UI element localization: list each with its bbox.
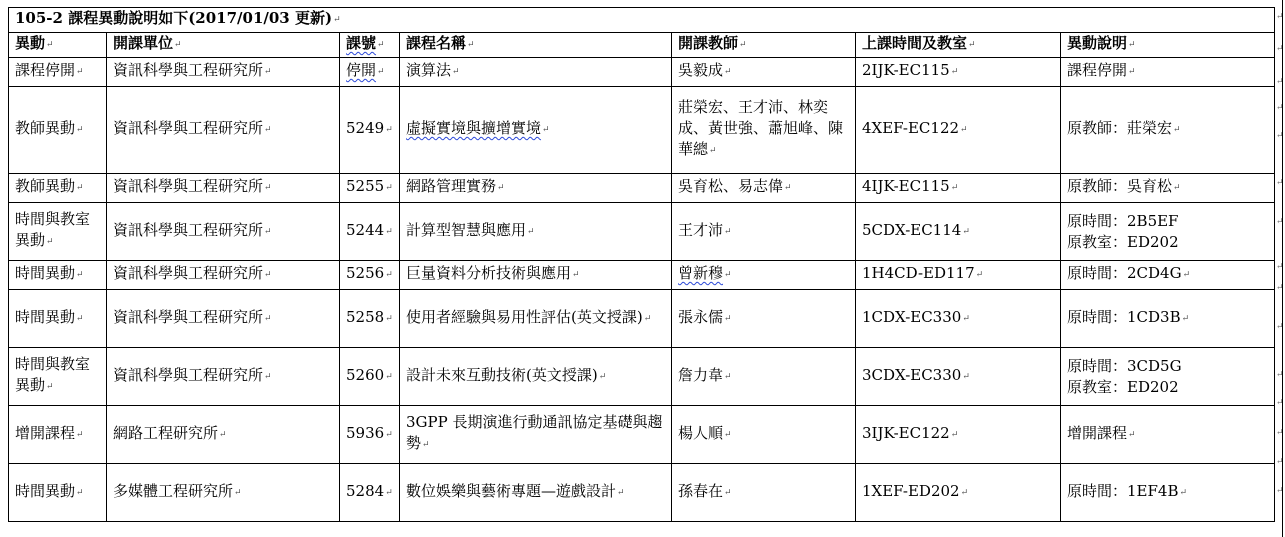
cell-change: 時間異動↵ bbox=[9, 290, 107, 348]
table-row bbox=[9, 58, 1275, 87]
table-row bbox=[9, 406, 1275, 464]
cell-teacher: 吳毅成↵ bbox=[672, 58, 856, 87]
header-unit: 開課單位↵ bbox=[107, 33, 340, 58]
cell-course: 計算型智慧與應用↵ bbox=[400, 203, 672, 261]
cell-unit: 資訊科學與工程研究所↵ bbox=[107, 261, 340, 290]
table-title-cell: 105-2 課程異動說明如下(2017/01/03 更新)↵ bbox=[9, 8, 1275, 33]
cell-unit: 網路工程研究所↵ bbox=[107, 406, 340, 464]
cell-time: 1H4CD-ED117↵ bbox=[856, 261, 1061, 290]
cell-change: 課程停開↵ bbox=[9, 58, 107, 87]
cell-teacher: 曾新穆↵ bbox=[672, 261, 856, 290]
cell-unit: 資訊科學與工程研究所↵ bbox=[107, 203, 340, 261]
cell-note: 原時間：2B5EF 原教室：ED202 bbox=[1061, 203, 1275, 261]
cell-code: 5244↵ bbox=[340, 203, 400, 261]
cell-unit: 資訊科學與工程研究所↵ bbox=[107, 348, 340, 406]
cell-code: 5258↵ bbox=[340, 290, 400, 348]
cell-teacher: 孫春在↵ bbox=[672, 464, 856, 522]
header-time: 上課時間及教室↵ bbox=[856, 33, 1061, 58]
table-title: 105-2 課程異動說明如下(2017/01/03 更新) bbox=[15, 9, 333, 27]
cell-course: 使用者經驗與易用性評估(英文授課)↵ bbox=[400, 290, 672, 348]
cell-course: 設計未來互動技術(英文授課)↵ bbox=[400, 348, 672, 406]
table-row bbox=[9, 203, 1275, 261]
cell-note: 課程停開↵ bbox=[1061, 58, 1275, 87]
cell-unit: 資訊科學與工程研究所↵ bbox=[107, 174, 340, 203]
cell-teacher: 楊人順↵ bbox=[672, 406, 856, 464]
cell-change: 增開課程↵ bbox=[9, 406, 107, 464]
course-change-table bbox=[8, 7, 1275, 522]
cell-code: 5284↵ bbox=[340, 464, 400, 522]
cell-teacher: 莊榮宏、王才沛、林奕成、黃世強、蕭旭峰、陳華總↵ bbox=[672, 87, 856, 174]
cell-teacher: 詹力韋↵ bbox=[672, 348, 856, 406]
cell-code: 5936↵ bbox=[340, 406, 400, 464]
header-teacher: 開課教師↵ bbox=[672, 33, 856, 58]
cell-course: 3GPP 長期演進行動通訊協定基礎與趨勢↵ bbox=[400, 406, 672, 464]
cell-code: 5260↵ bbox=[340, 348, 400, 406]
cell-teacher: 張永儒↵ bbox=[672, 290, 856, 348]
cell-time: 4IJK-EC115↵ bbox=[856, 174, 1061, 203]
cell-course: 虛擬實境與擴增實境↵ bbox=[400, 87, 672, 174]
header-course: 課程名稱↵ bbox=[400, 33, 672, 58]
title-row bbox=[9, 8, 1275, 33]
cell-code: 停開↵ bbox=[340, 58, 400, 87]
cell-unit: 資訊科學與工程研究所↵ bbox=[107, 290, 340, 348]
table-row bbox=[9, 174, 1275, 203]
cell-note: 增開課程↵ bbox=[1061, 406, 1275, 464]
cell-course: 網路管理實務↵ bbox=[400, 174, 672, 203]
cell-teacher: 吳育松、易志偉↵ bbox=[672, 174, 856, 203]
cell-change: 時間異動↵ bbox=[9, 261, 107, 290]
cell-change: 時間與教室異動↵ bbox=[9, 348, 107, 406]
cell-time: 2IJK-EC115↵ bbox=[856, 58, 1061, 87]
cell-time: 5CDX-EC114↵ bbox=[856, 203, 1061, 261]
cell-code: 5256↵ bbox=[340, 261, 400, 290]
table-row bbox=[9, 464, 1275, 522]
cell-time: 3CDX-EC330↵ bbox=[856, 348, 1061, 406]
table-row bbox=[9, 348, 1275, 406]
cell-change: 時間與教室異動↵ bbox=[9, 203, 107, 261]
cell-note: 原教師：莊榮宏↵ bbox=[1061, 87, 1275, 174]
cell-time: 3IJK-EC122↵ bbox=[856, 406, 1061, 464]
document-page bbox=[8, 7, 1275, 522]
cell-code: 5249↵ bbox=[340, 87, 400, 174]
table-row bbox=[9, 87, 1275, 174]
cell-code: 5255↵ bbox=[340, 174, 400, 203]
cell-course: 數位娛樂與藝術專題—遊戲設計↵ bbox=[400, 464, 672, 522]
header-code: 課號↵ bbox=[340, 33, 400, 58]
cell-course: 演算法↵ bbox=[400, 58, 672, 87]
cell-teacher: 王才沛↵ bbox=[672, 203, 856, 261]
cell-change: 教師異動↵ bbox=[9, 174, 107, 203]
cell-note: 原時間：2CD4G↵ bbox=[1061, 261, 1275, 290]
cell-note: 原時間：1EF4B↵ bbox=[1061, 464, 1275, 522]
cell-note: 原時間：3CD5G 原教室：ED202 bbox=[1061, 348, 1275, 406]
cell-time: 1XEF-ED202↵ bbox=[856, 464, 1061, 522]
cell-note: 原教師：吳育松↵ bbox=[1061, 174, 1275, 203]
header-row bbox=[9, 33, 1275, 58]
table-row bbox=[9, 261, 1275, 290]
cell-course: 巨量資料分析技術與應用↵ bbox=[400, 261, 672, 290]
cell-note: 原時間：1CD3B↵ bbox=[1061, 290, 1275, 348]
header-change: 異動↵ bbox=[9, 33, 107, 58]
cell-unit: 多媒體工程研究所↵ bbox=[107, 464, 340, 522]
cell-change: 時間異動↵ bbox=[9, 464, 107, 522]
cell-unit: 資訊科學與工程研究所↵ bbox=[107, 87, 340, 174]
row-end-marks: ↵ ↵ ↵ ↵ ↵ ↵ ↵ ↵ ↵ ↵ ↵ ↵ ↵ ↵ ↵ bbox=[1276, 12, 1284, 496]
table-row bbox=[9, 290, 1275, 348]
cell-time: 1CDX-EC330↵ bbox=[856, 290, 1061, 348]
header-note: 異動說明↵ bbox=[1061, 33, 1275, 58]
cell-change: 教師異動↵ bbox=[9, 87, 107, 174]
cell-unit: 資訊科學與工程研究所↵ bbox=[107, 58, 340, 87]
cell-time: 4XEF-EC122↵ bbox=[856, 87, 1061, 174]
